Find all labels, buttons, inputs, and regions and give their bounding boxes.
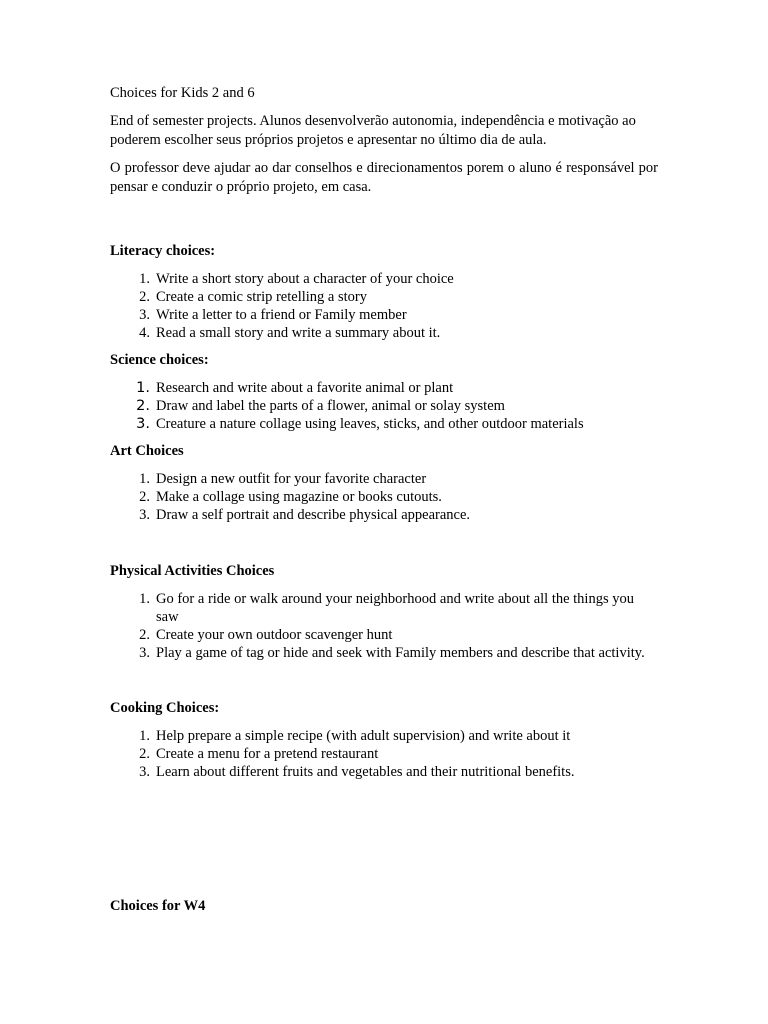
list-number: 3. bbox=[139, 645, 150, 661]
list-number: 1. bbox=[136, 380, 150, 396]
section-heading-literacy: Literacy choices: bbox=[110, 243, 216, 259]
list-number: 1. bbox=[139, 591, 150, 607]
list-item-text: Create a menu for a pretend restaurant bbox=[156, 746, 379, 762]
list-item bbox=[110, 379, 658, 397]
list-item-text: Draw a self portrait and describe physical appearance. bbox=[156, 507, 471, 523]
art-list bbox=[110, 470, 658, 524]
list-number: 3. bbox=[139, 764, 150, 780]
science-list bbox=[110, 379, 658, 433]
list-item-text: Create a comic strip retelling a story bbox=[156, 289, 367, 305]
list-item bbox=[110, 415, 658, 433]
list-number: 1. bbox=[139, 471, 150, 487]
list-item-text: Write a short story about a character of your choice bbox=[156, 271, 454, 287]
section-heading-w4: Choices for W4 bbox=[110, 898, 206, 914]
section-heading-cooking: Cooking Choices: bbox=[110, 700, 220, 716]
list-item bbox=[110, 324, 658, 342]
list-item-text: Learn about different fruits and vegetables and their nutritional benefits. bbox=[156, 764, 575, 780]
list-item-text: Write a letter to a friend or Family member bbox=[156, 307, 407, 323]
list-item-text: Go for a ride or walk around your neighborhood and write about all the things you saw bbox=[156, 591, 634, 625]
list-number: 1. bbox=[139, 271, 150, 287]
list-number: 2. bbox=[139, 489, 150, 505]
list-number: 3. bbox=[139, 307, 150, 323]
list-number: 2. bbox=[139, 627, 150, 643]
list-item bbox=[110, 397, 658, 415]
list-item bbox=[110, 644, 658, 662]
list-item bbox=[110, 470, 658, 488]
list-number: 3. bbox=[139, 507, 150, 523]
list-item-text: Creature a nature collage using leaves, sticks, and other outdoor materials bbox=[156, 416, 584, 432]
physical-activities-list bbox=[110, 590, 658, 662]
list-item-text: Make a collage using magazine or books cutouts. bbox=[156, 489, 442, 505]
list-item-text: Play a game of tag or hide and seek with Family members and describe that activity. bbox=[156, 645, 645, 661]
list-item bbox=[110, 506, 658, 524]
list-item bbox=[110, 745, 658, 763]
list-item bbox=[110, 288, 658, 306]
list-number: 1. bbox=[139, 728, 150, 744]
list-number: 2. bbox=[139, 746, 150, 762]
list-item-text: Read a small story and write a summary about it. bbox=[156, 325, 441, 341]
list-number: 2. bbox=[136, 398, 150, 414]
section-heading-art: Art Choices bbox=[110, 443, 184, 459]
list-item bbox=[110, 488, 658, 506]
list-item-text: Research and write about a favorite animal or plant bbox=[156, 380, 454, 396]
list-item-text: Help prepare a simple recipe (with adult supervision) and write about it bbox=[156, 728, 571, 744]
list-number: 4. bbox=[139, 325, 150, 341]
document-title: Choices for Kids 2 and 6 bbox=[110, 85, 255, 101]
list-item bbox=[110, 763, 658, 781]
list-item bbox=[110, 590, 658, 626]
list-item-text: Draw and label the parts of a flower, animal or solay system bbox=[156, 398, 505, 414]
list-item-text: Design a new outfit for your favorite character bbox=[156, 471, 427, 487]
document-page bbox=[110, 84, 658, 925]
section-heading-physical-activities: Physical Activities Choices bbox=[110, 563, 275, 579]
list-number: 3. bbox=[136, 416, 150, 432]
list-item bbox=[110, 270, 658, 288]
list-item-text: Create your own outdoor scavenger hunt bbox=[156, 627, 393, 643]
list-item bbox=[110, 306, 658, 324]
section-heading-science: Science choices: bbox=[110, 352, 209, 368]
intro-paragraph-1: End of semester projects. Alunos desenvolverão autonomia, independência e motivação ao poderem escolher seus próprios projetos e apresentar no último dia de aula. bbox=[110, 113, 636, 148]
list-item bbox=[110, 626, 658, 644]
list-number: 2. bbox=[139, 289, 150, 305]
cooking-list bbox=[110, 727, 658, 781]
intro-paragraph-2: O professor deve ajudar ao dar conselhos e direcionamentos porem o aluno é responsável por pensar e conduzir o próprio projeto, em casa. bbox=[110, 160, 658, 195]
literacy-list bbox=[110, 270, 658, 342]
list-item bbox=[110, 727, 658, 745]
